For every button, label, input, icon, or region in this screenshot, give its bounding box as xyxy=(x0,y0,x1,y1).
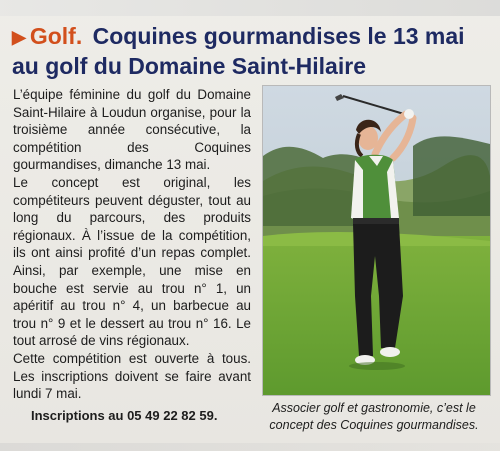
bottom-bleed xyxy=(0,443,500,451)
article-body xyxy=(13,86,251,424)
photo-caption: Associer golf et gastronomie, c’est le concept des Coquines gourmandises. xyxy=(269,401,479,432)
section-label: Golf. xyxy=(29,23,83,49)
paragraph-concept: Le concept est original, les compétiteurs peuvent déguster, tout au long du parcours, des produits régionaux. À l’issue de la compétition, ils ont ainsi profité d’un repas complet. Ainsi, par exemple, une mise en bouche est servie au trou n° 1, un apéritif au trou n° 4, un barbecue au trou n° 9 et le dessert au trou n° 16. Le tout arrosé de vins régionaux. xyxy=(13,174,251,349)
paragraph-registration: Cette compétition est ouverte à tous. Les inscriptions doivent se faire avant lundi 7 mai. xyxy=(13,350,251,402)
article-headline xyxy=(12,22,492,81)
right-triangle-icon: ▶ xyxy=(12,27,26,47)
paragraph-intro: L’équipe féminine du golf du Domaine Saint-Hilaire à Loudun organise, pour la troisième année consécutive, la compétition des Coquines gourmandises, dimanche 13 mai. xyxy=(13,87,251,173)
contact-line: Inscriptions au 05 49 22 82 59. xyxy=(31,407,218,423)
golfer-illustration xyxy=(263,86,490,395)
golfer-photo xyxy=(262,85,491,396)
headline-text: Coquines gourmandises le 13 mai au golf du Domaine Saint-Hilaire xyxy=(12,23,465,79)
top-band xyxy=(0,0,500,16)
